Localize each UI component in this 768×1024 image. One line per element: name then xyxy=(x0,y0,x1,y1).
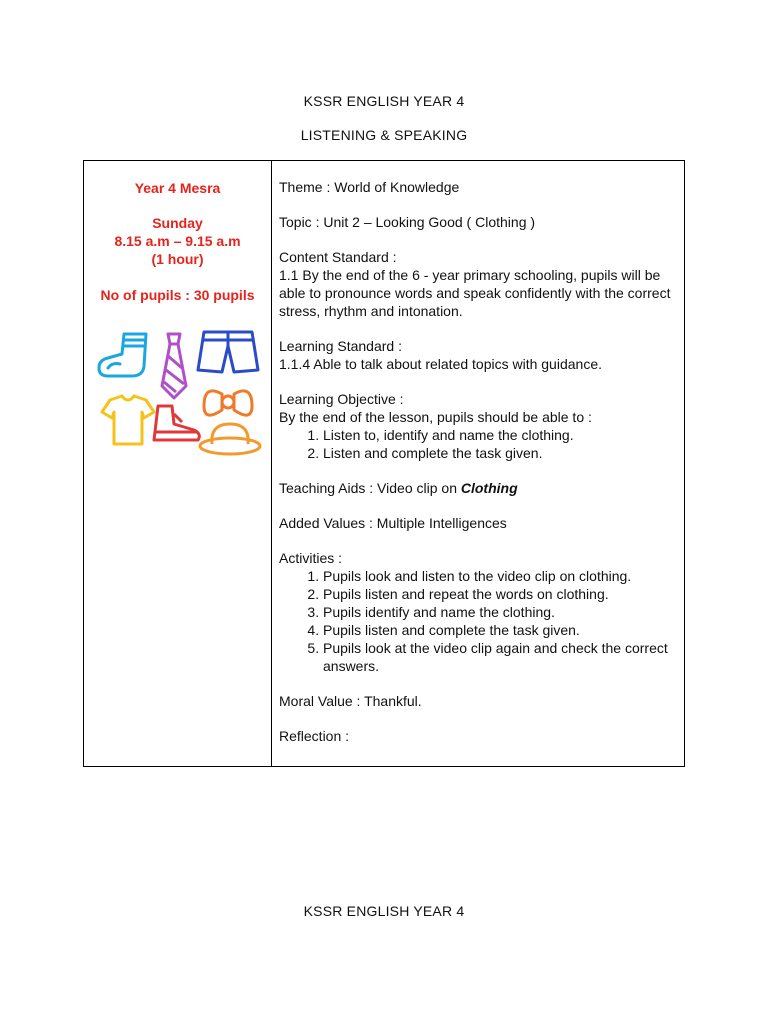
learning-objective-label: Learning Objective : xyxy=(279,391,404,407)
lesson-duration: (1 hour) xyxy=(151,251,204,267)
topic-line: Topic : Unit 2 – Looking Good ( Clothing ) xyxy=(279,214,536,230)
activities-label: Activities : xyxy=(279,550,343,566)
teaching-aids-emphasis: Clothing xyxy=(460,480,518,496)
lesson-details-cell xyxy=(279,178,679,745)
objectives-list xyxy=(279,426,679,462)
hat-icon xyxy=(200,424,260,454)
teaching-aids-text: Teaching Aids : Video clip on xyxy=(279,480,461,496)
objective-item: 1. Listen to, identify and name the clothing. xyxy=(323,426,679,444)
moral-value-line: Moral Value : Thankful. xyxy=(279,693,422,709)
next-page-title: KSSR ENGLISH YEAR 4 xyxy=(303,903,465,919)
activity-item: 2. Pupils listen and repeat the words on clothing. xyxy=(323,585,679,603)
tshirt-icon xyxy=(102,396,154,444)
shorts-icon xyxy=(198,332,258,372)
activity-item: 5. Pupils look at the video clip again and check the correct answers. xyxy=(323,639,679,675)
sock-icon xyxy=(99,334,146,376)
teaching-aids-line xyxy=(279,479,679,497)
learning-standard-label: Learning Standard : xyxy=(279,338,402,354)
tie-icon xyxy=(162,334,186,398)
reflection-line: Reflection : xyxy=(279,728,350,744)
lesson-plan-table xyxy=(83,160,685,767)
theme-line: Theme : World of Knowledge xyxy=(279,179,460,195)
document-title: KSSR ENGLISH YEAR 4 xyxy=(303,93,465,109)
clothing-clipart xyxy=(94,326,264,461)
document-subtitle: LISTENING & SPEAKING xyxy=(300,127,468,143)
lesson-day: Sunday xyxy=(152,215,203,231)
learning-objective-intro: By the end of the lesson, pupils should be able to : xyxy=(279,409,592,425)
activity-item: 1. Pupils look and listen to the video clip on clothing. xyxy=(323,567,679,585)
pupil-count: No of pupils : 30 pupils xyxy=(100,287,255,303)
activity-item: 3. Pupils identify and name the clothing. xyxy=(323,603,679,621)
bow-icon xyxy=(204,391,252,415)
content-standard-label: Content Standard : xyxy=(279,249,397,265)
objective-item: 2. Listen and complete the task given. xyxy=(323,444,679,462)
activities-list xyxy=(279,567,679,675)
shoe-icon xyxy=(154,406,199,440)
class-info-cell xyxy=(84,161,272,766)
activity-item: 4. Pupils listen and complete the task given. xyxy=(323,621,679,639)
added-values-line: Added Values : Multiple Intelligences xyxy=(279,515,507,531)
class-name: Year 4 Mesra xyxy=(134,180,221,196)
content-standard-text: 1.1 By the end of the 6 - year primary schooling, pupils will be able to pronounce words and speak confidently with the correct stress, rhythm and intonation. xyxy=(279,267,671,319)
learning-standard-text: 1.1.4 Able to talk about related topics with guidance. xyxy=(279,356,602,372)
lesson-time: 8.15 a.m – 9.15 a.m xyxy=(114,233,241,249)
